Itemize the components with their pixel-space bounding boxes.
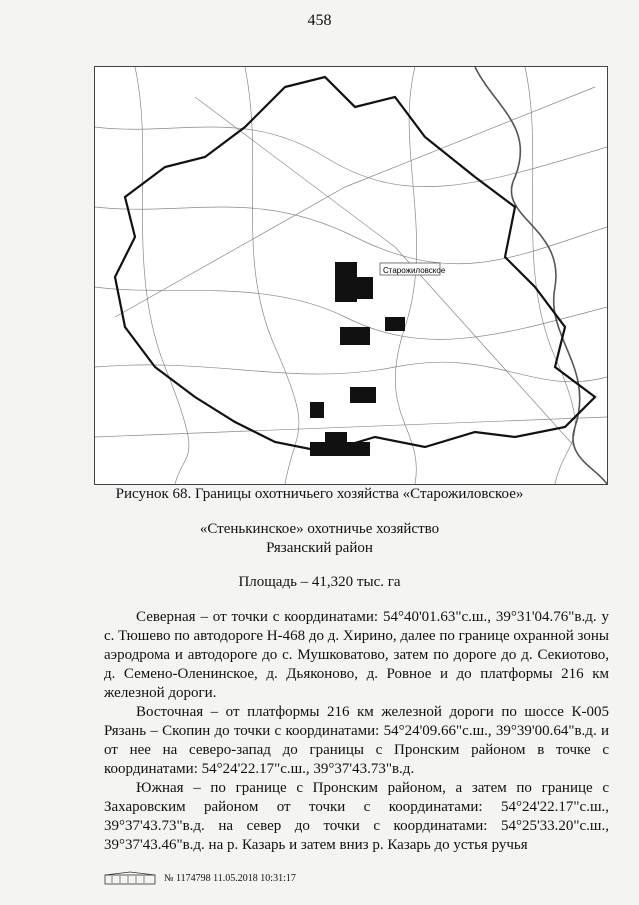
document-footer xyxy=(104,871,296,885)
section-title: «Стенькинское» охотничье хозяйство xyxy=(199,521,440,537)
district-name: Рязанский район xyxy=(266,540,373,556)
boundary-map xyxy=(94,66,608,485)
page-number: 458 xyxy=(307,12,332,29)
figure-caption: Рисунок 68. Границы охотничьего хозяйства «Старожиловское» xyxy=(115,486,524,502)
paragraph-east: Восточная – от платформы 216 км железной дороги по шоссе К-005 Рязань – Скопин до точки с координатами: 54°24'09.66"с.ш., 39°39'00.64"в.д. и от нее на северо-запад до границы с Пронским районом в точке с координатами: 54°24'22.17"с.ш., 39°37'43.73"в.д. xyxy=(104,704,609,777)
boundary-description xyxy=(104,608,609,855)
area-value: Площадь – 41,320 тыс. га xyxy=(238,574,401,590)
paragraph-south: Южная – по границе с Пронским районом, а затем по границе с Захаровским районом от точки с координатами: 54°24'22.17"с.ш., 39°37'43.73"в.д. на север до точки с координатами: 54°25'33.20"с.ш., 39°37'43.46"в.д. на р. Казарь и затем вниз р. Казарь до устья ручья xyxy=(104,780,609,853)
map-drawing xyxy=(95,67,607,484)
document-id: № 1174798 11.05.2018 10:31:17 xyxy=(164,872,296,884)
building-stamp-icon xyxy=(104,871,156,885)
map-town-label: Старожиловское xyxy=(383,266,446,275)
paragraph-north: Северная – от точки с координатами: 54°40'01.63"с.ш., 39°31'04.76"в.д. у с. Тюшево по автодороге Н-468 до д. Хирино, далее по границе охранной зоны аэродрома и автодороге до с. Мушковатово, затем по дороге до д. Секиотово, д. Семено-Оленинское, д. Дьяконово, д. Ровное и до платформы 216 км железной дороги. xyxy=(104,609,609,701)
